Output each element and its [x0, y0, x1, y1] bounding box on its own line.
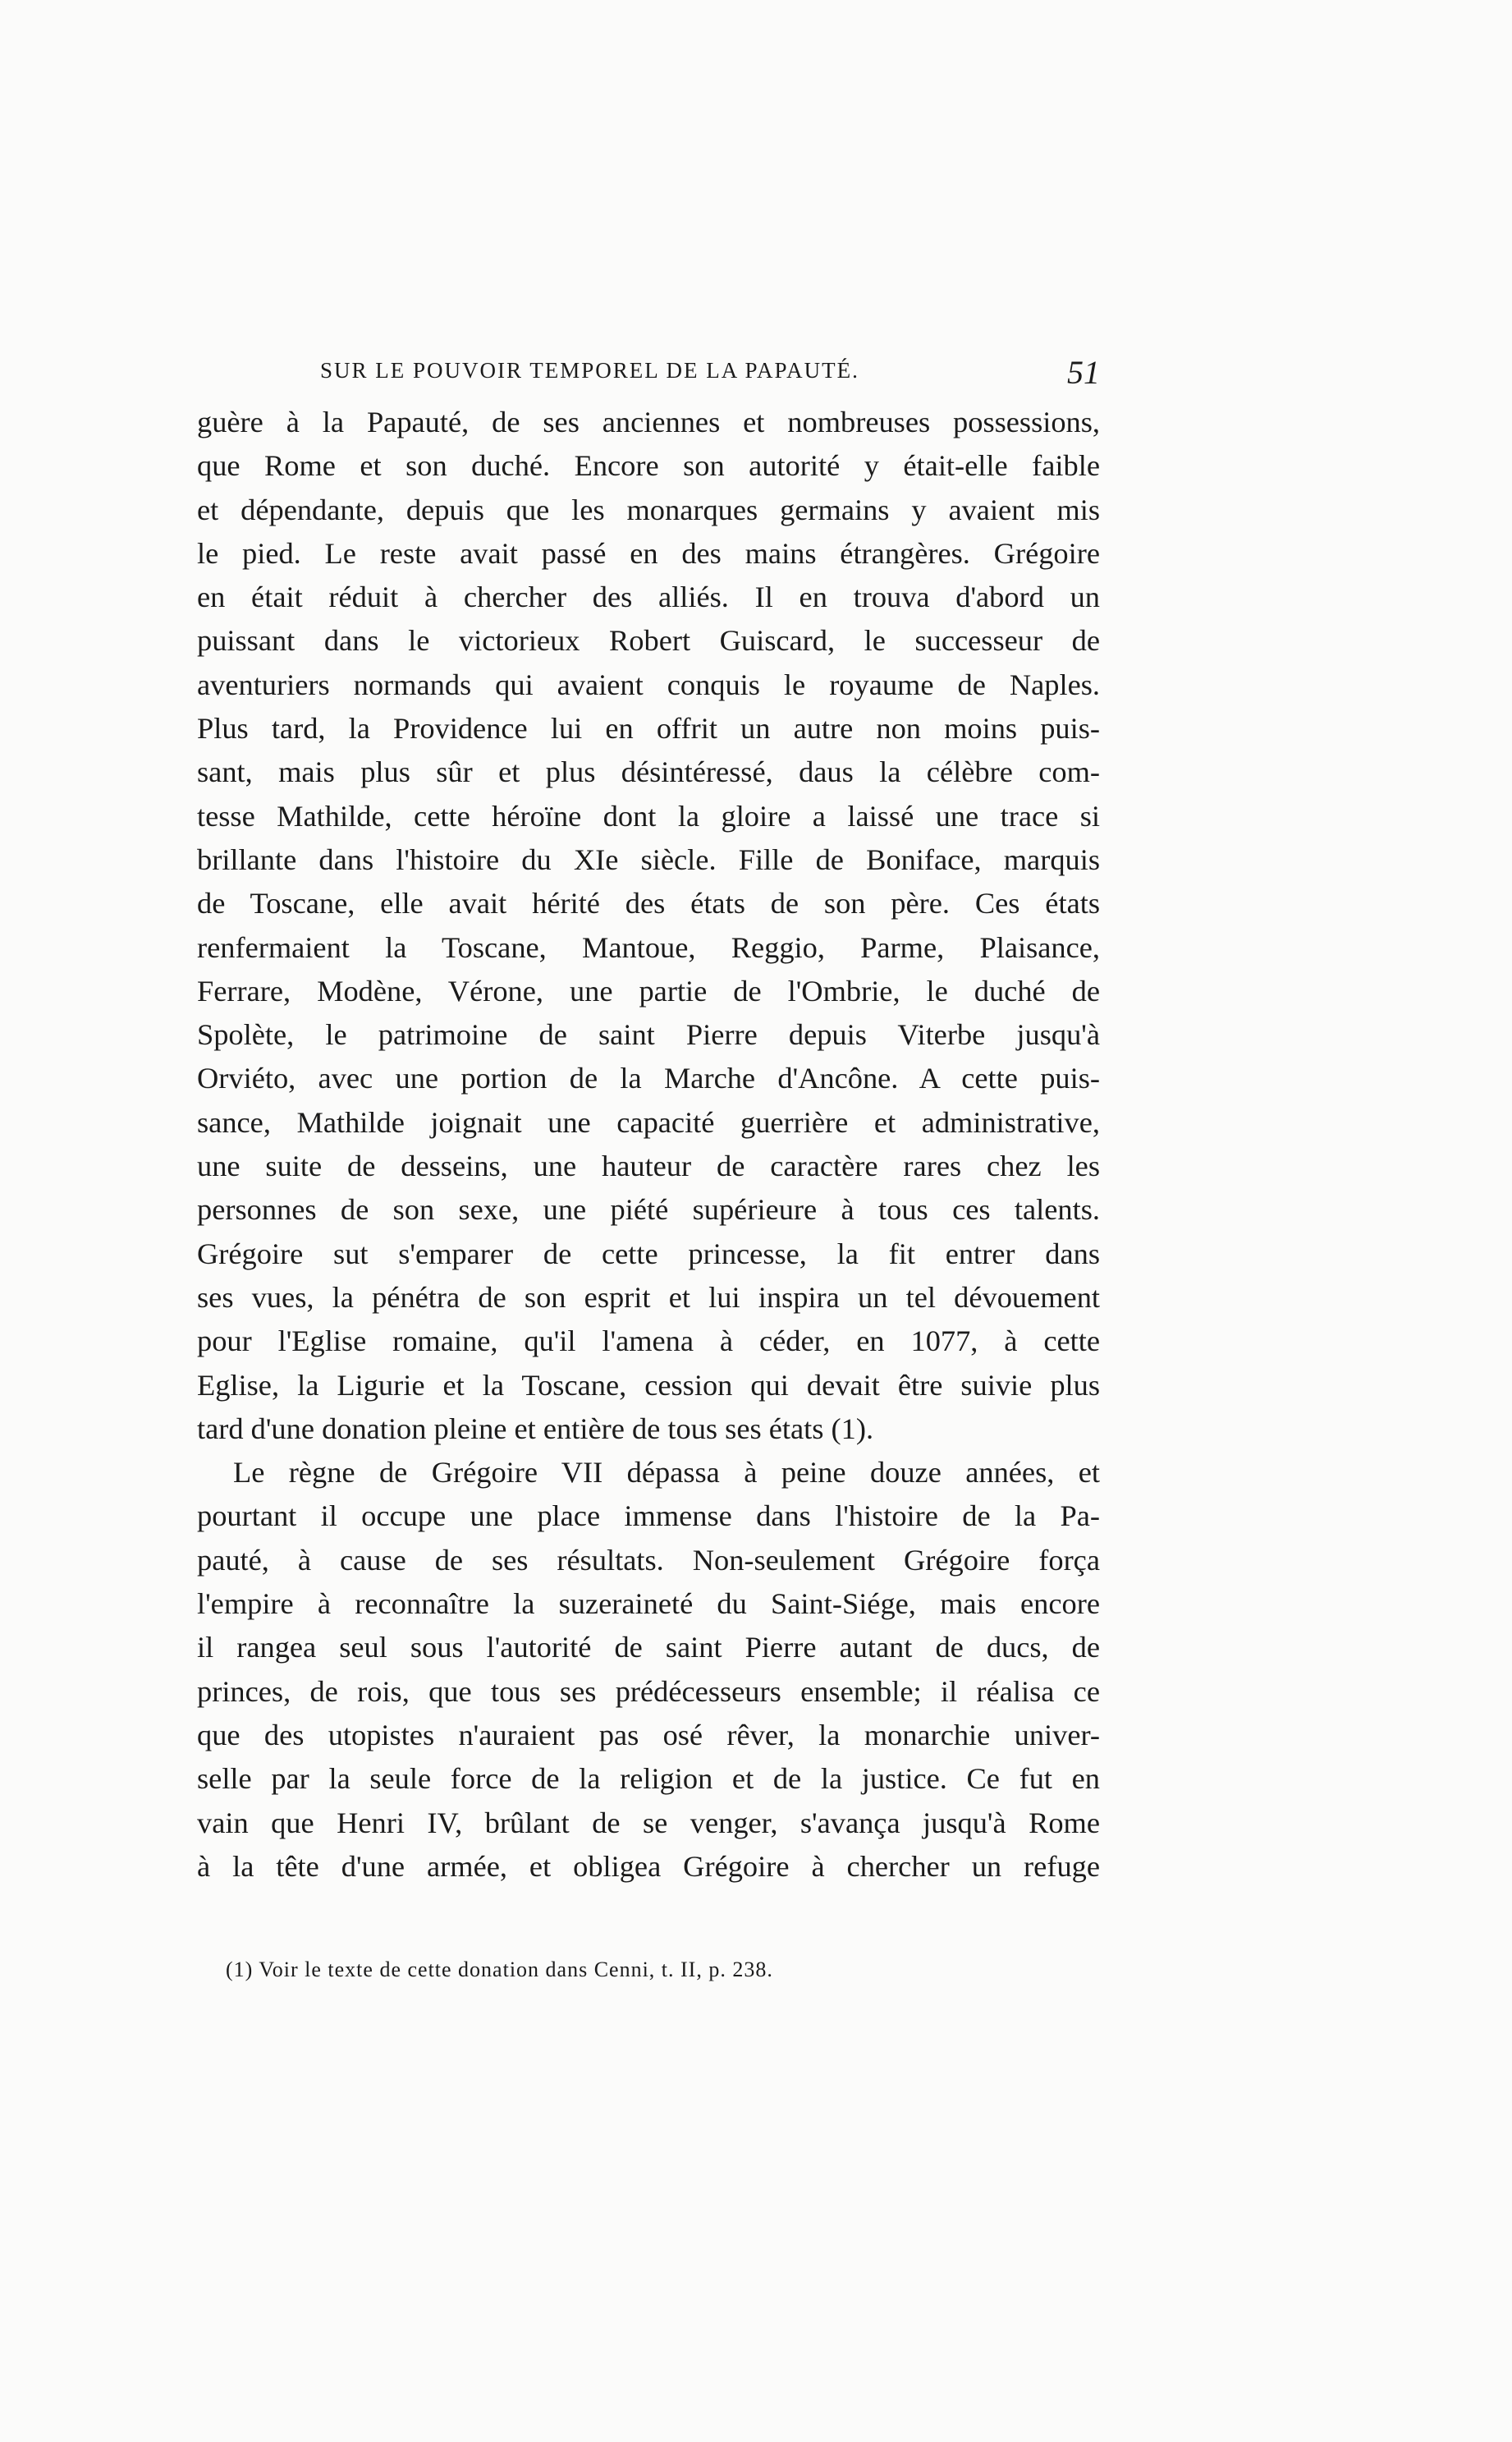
text-line: Eglise, la Ligurie et la Toscane, cession qui devait être suivie plus [197, 1368, 1100, 1402]
text-line: Orviéto, avec une portion de la Marche d'Ancône. A cette puis- [197, 1062, 1100, 1095]
text-line: il rangea seul sous l'autorité de saint Pierre autant de ducs, de [197, 1631, 1100, 1664]
text-line: en était réduit à chercher des alliés. Il en trouva d'abord un [197, 581, 1100, 614]
text-line: de Toscane, elle avait hérité des états de son père. Ces états [197, 887, 1100, 920]
text-line: princes, de rois, que tous ses prédécesseurs ensemble; il réalisa ce [197, 1674, 1100, 1708]
text-line: aventuriers normands qui avaient conquis le royaume de Naples. [197, 668, 1100, 701]
text-line: que des utopistes n'auraient pas osé rêver, la monarchie univer- [197, 1718, 1100, 1751]
text-line: sance, Mathilde joignait une capacité guerrière et administrative, [197, 1105, 1100, 1139]
text-line: pauté, à cause de ses résultats. Non-seulement Grégoire força [197, 1543, 1100, 1577]
text-line: puissant dans le victorieux Robert Guiscard, le successeur de [197, 624, 1100, 658]
text-line: Grégoire sut s'emparer de cette princesse, la fit entrer dans [197, 1237, 1100, 1270]
text-line: Ferrare, Modène, Vérone, une partie de l'Ombrie, le duché de [197, 974, 1100, 1008]
text-line: Spolète, le patrimoine de saint Pierre depuis Viterbe jusqu'à [197, 1018, 1100, 1052]
text-line: vain que Henri IV, brûlant de se venger, s'avança jusqu'à Rome [197, 1806, 1100, 1839]
paragraph-start-line: Le règne de Grégoire VII dépassa à peine douze années, et [233, 1456, 1100, 1490]
text-line: guère à la Papauté, de ses anciennes et nombreuses possessions, [197, 406, 1100, 438]
running-head [320, 354, 1100, 399]
text-line: une suite de desseins, une hauteur de caractère rares chez les [197, 1150, 1100, 1183]
text-line: pour l'Eglise romaine, qu'il l'amena à céder, en 1077, à cette [197, 1324, 1100, 1358]
text-line: que Rome et son duché. Encore son autorité y était-elle faible [197, 449, 1100, 483]
text-line: le pied. Le reste avait passé en des mains étrangères. Grégoire [197, 536, 1100, 570]
text-line: à la tête d'une armée, et obligea Grégoire à chercher un refuge [197, 1849, 1100, 1883]
footnote: (1) Voir le texte de cette donation dans Cenni, t. II, p. 238. [226, 1958, 773, 1981]
text-line: renfermaient la Toscane, Mantoue, Reggio, Parme, Plaisance, [197, 930, 1100, 964]
paragraph-end-line: tard d'une donation pleine et entière de tous ses états (1). [197, 1411, 874, 1445]
page-number: 51 [1067, 354, 1100, 391]
text-line: personnes de son sexe, une piété supérieure à tous ces talents. [197, 1193, 1100, 1227]
text-line: l'empire à reconnaître la suzeraineté du Saint-Siége, mais encore [197, 1587, 1100, 1621]
body-text [197, 401, 1100, 1889]
running-title: SUR LE POUVOIR TEMPOREL DE LA PAPAUTÉ. [320, 358, 859, 383]
text-line: pourtant il occupe une place immense dans l'histoire de la Pa- [197, 1499, 1100, 1533]
text-line: selle par la seule force de la religion et de la justice. Ce fut en [197, 1762, 1100, 1796]
text-line: tesse Mathilde, cette héroïne dont la gloire a laissé une trace si [197, 799, 1100, 833]
text-line: sant, mais plus sûr et plus désintéressé, daus la célèbre com- [197, 755, 1100, 789]
text-line: brillante dans l'histoire du XIe siècle. Fille de Boniface, marquis [197, 842, 1100, 876]
text-line: Plus tard, la Providence lui en offrit un autre non moins puis- [197, 712, 1100, 746]
text-line: et dépendante, depuis que les monarques germains y avaient mis [197, 493, 1100, 526]
text-line: ses vues, la pénétra de son esprit et lui inspira un tel dévouement [197, 1280, 1100, 1314]
